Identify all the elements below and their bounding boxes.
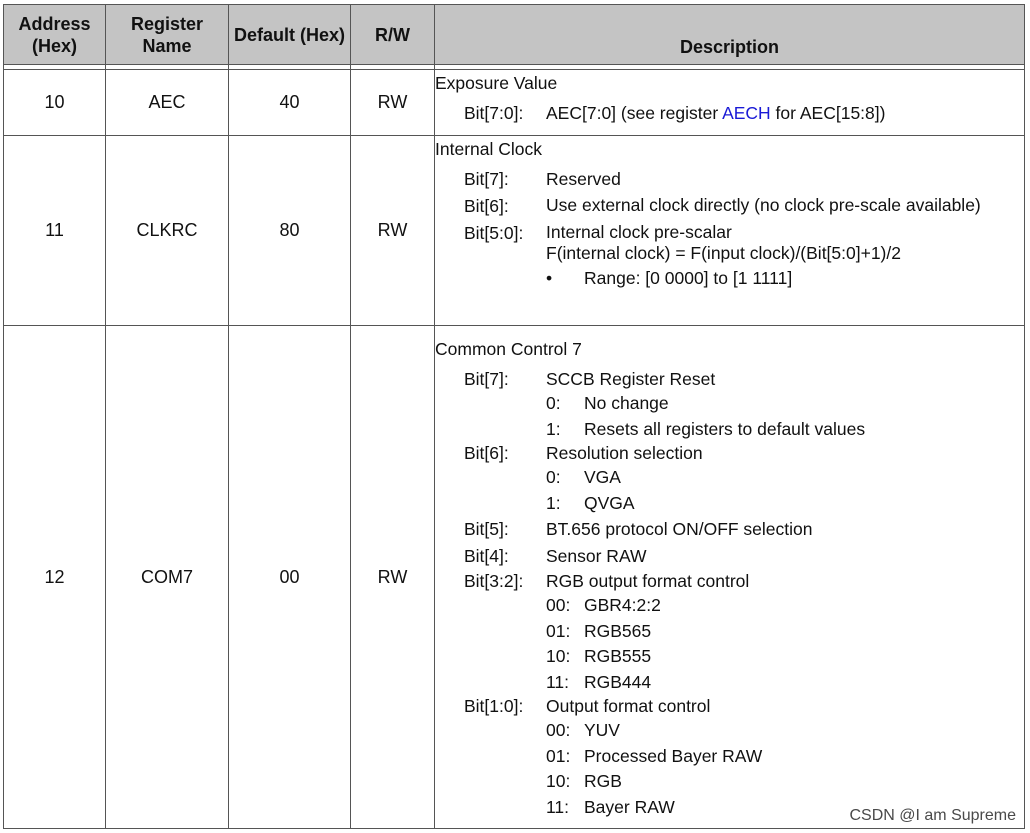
bit-text: RGB output format control bbox=[546, 571, 750, 591]
table-row bbox=[4, 326, 1025, 829]
option-row bbox=[546, 744, 1024, 770]
cell-default: 40 bbox=[229, 70, 351, 136]
option-row bbox=[546, 769, 1024, 795]
header-row bbox=[4, 5, 1025, 65]
option-row bbox=[546, 391, 1024, 417]
description-title: Exposure Value bbox=[435, 73, 558, 93]
bit-label: Bit[5]: bbox=[464, 519, 509, 539]
bit-text: Output format control bbox=[546, 696, 711, 716]
bit-row bbox=[464, 516, 1024, 543]
header-rw: R/W bbox=[351, 5, 435, 65]
option-text: Resets all registers to default values bbox=[584, 418, 866, 439]
option-code: 10: bbox=[546, 771, 571, 792]
bit-label: Bit[7]: bbox=[464, 169, 509, 189]
bit-label: Bit[3:2]: bbox=[464, 571, 524, 591]
cell-rw: RW bbox=[351, 70, 435, 136]
option-code: 10: bbox=[546, 646, 571, 667]
option-row bbox=[546, 491, 1024, 517]
bit-label: Bit[6]: bbox=[464, 443, 509, 463]
header-description: Description bbox=[435, 5, 1025, 65]
cell-address: 10 bbox=[4, 70, 106, 136]
bit-row bbox=[464, 543, 1024, 570]
cell-rw: RW bbox=[351, 326, 435, 829]
bit-row bbox=[464, 195, 1024, 218]
bit-label: Bit[1:0]: bbox=[464, 696, 524, 716]
option-row bbox=[546, 718, 1024, 744]
option-text: Bayer RAW bbox=[584, 796, 675, 817]
description-title: Internal Clock bbox=[435, 139, 542, 159]
bit-text: BT.656 protocol ON/OFF selection bbox=[546, 519, 813, 539]
cell-default: 00 bbox=[229, 326, 351, 829]
option-row bbox=[546, 619, 1024, 645]
option-code: 01: bbox=[546, 745, 571, 766]
option-text: QVGA bbox=[584, 492, 635, 513]
bit-text: AEC[7:0] (see register AECH for AEC[15:8]) bbox=[546, 103, 886, 123]
cell-address: 12 bbox=[4, 326, 106, 829]
bit-row bbox=[464, 368, 1024, 391]
header-address: Address (Hex) bbox=[4, 5, 106, 65]
bit-text: Use external clock directly (no clock pre-scale available) bbox=[546, 195, 981, 215]
header-default: Default (Hex) bbox=[229, 5, 351, 65]
bullet-dot: • bbox=[546, 268, 553, 288]
bit-row bbox=[464, 168, 1024, 191]
cell-description bbox=[435, 136, 1025, 326]
option-code: 00: bbox=[546, 720, 571, 741]
option-row bbox=[546, 465, 1024, 491]
option-text: RGB444 bbox=[584, 671, 652, 692]
table-row bbox=[4, 136, 1025, 326]
bit-label: Bit[4]: bbox=[464, 546, 509, 566]
description-title: Common Control 7 bbox=[435, 339, 582, 359]
option-code: 1: bbox=[546, 418, 561, 439]
cell-register-name: COM7 bbox=[106, 326, 229, 829]
bit-row bbox=[464, 695, 1024, 718]
option-text: RGB555 bbox=[584, 646, 652, 667]
option-text: GBR4:2:2 bbox=[584, 595, 661, 616]
bullet-text: Range: [0 0000] to [1 1111] bbox=[584, 268, 793, 288]
bit-row bbox=[464, 570, 1024, 593]
option-code: 01: bbox=[546, 620, 571, 641]
cell-description bbox=[435, 70, 1025, 136]
option-code: 0: bbox=[546, 393, 561, 414]
bit-text: SCCB Register Reset bbox=[546, 369, 716, 389]
bit-text: Internal clock pre-scalar F(internal clock) = F(input clock)/(Bit[5:0]+1)/2 bbox=[546, 222, 901, 263]
bit-row bbox=[464, 102, 1024, 125]
option-text: VGA bbox=[584, 467, 621, 488]
cell-rw: RW bbox=[351, 136, 435, 326]
bit-label: Bit[6]: bbox=[464, 196, 509, 216]
option-row bbox=[546, 417, 1024, 443]
cell-address: 11 bbox=[4, 136, 106, 326]
option-text: YUV bbox=[584, 720, 620, 741]
bit-label: Bit[7]: bbox=[464, 369, 509, 389]
option-code: 00: bbox=[546, 595, 571, 616]
cell-register-name: AEC bbox=[106, 70, 229, 136]
cell-description bbox=[435, 326, 1025, 829]
bit-text: Sensor RAW bbox=[546, 546, 647, 566]
cell-register-name: CLKRC bbox=[106, 136, 229, 326]
cell-default: 80 bbox=[229, 136, 351, 326]
option-code: 11: bbox=[546, 671, 570, 692]
bit-text: Resolution selection bbox=[546, 443, 703, 463]
option-text: RGB565 bbox=[584, 620, 652, 641]
bit-row bbox=[464, 442, 1024, 465]
option-code: 11: bbox=[546, 796, 570, 817]
option-row bbox=[546, 644, 1024, 670]
bullet-item bbox=[546, 267, 1024, 290]
bit-label: Bit[7:0]: bbox=[464, 103, 524, 123]
header-register-name: Register Name bbox=[106, 5, 229, 65]
aech-register-link[interactable]: AECH bbox=[722, 103, 771, 123]
bit-row bbox=[464, 222, 1024, 264]
option-text: RGB bbox=[584, 771, 622, 792]
watermark: CSDN @I am Supreme bbox=[849, 807, 1016, 824]
option-row bbox=[546, 593, 1024, 619]
option-code: 1: bbox=[546, 492, 561, 513]
option-text: No change bbox=[584, 393, 669, 414]
option-text: Processed Bayer RAW bbox=[584, 745, 763, 766]
option-code: 0: bbox=[546, 467, 561, 488]
option-row bbox=[546, 670, 1024, 696]
table-row bbox=[4, 70, 1025, 136]
bit-text: Reserved bbox=[546, 169, 621, 189]
register-table bbox=[3, 4, 1025, 829]
bit-label: Bit[5:0]: bbox=[464, 223, 524, 243]
